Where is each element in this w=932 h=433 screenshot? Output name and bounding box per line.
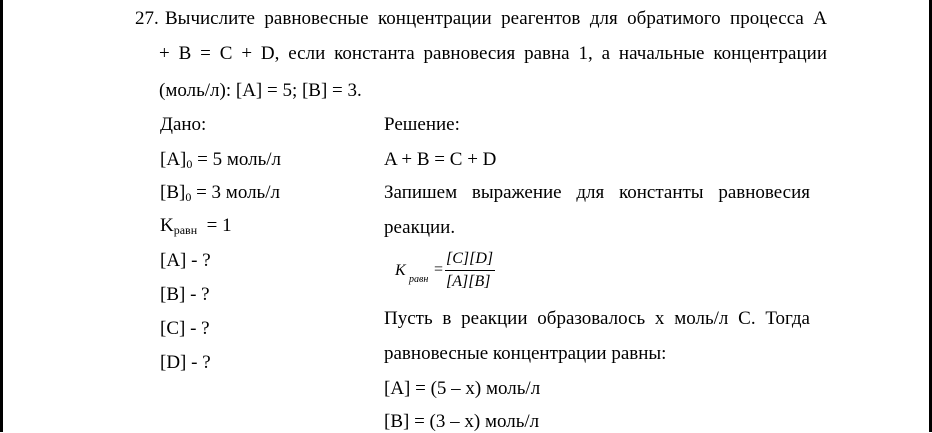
formula-numerator: [C][D]	[446, 250, 494, 267]
question-d: [D] - ?	[160, 352, 211, 373]
problem-line-3: (моль/л): [A] = 5; [B] = 3.	[159, 80, 362, 101]
given-a0	[160, 149, 281, 172]
question-b: [B] - ?	[160, 284, 210, 305]
problem-number: 27.	[135, 8, 159, 29]
given-a0-rest: = 5 моль/л	[192, 149, 282, 170]
formula-k-sub: равн	[409, 274, 429, 285]
given-b0-sub: 0	[185, 190, 192, 204]
given-a0-main: [A]	[160, 149, 187, 170]
given-a0-sub: 0	[186, 157, 193, 171]
solution-text-3: Пусть в реакции образовалось х моль/л С. Тогда	[384, 308, 810, 329]
question-a: [A] - ?	[160, 250, 211, 271]
given-k-main: K	[160, 215, 174, 236]
formula-k: K	[395, 262, 406, 279]
formula-denominator: [A][B]	[446, 273, 491, 290]
given-b0-main: [B]	[160, 182, 186, 203]
given-k-sub: равн	[173, 223, 198, 237]
question-c: [C] - ?	[160, 318, 210, 339]
solution-text-2: реакции.	[384, 217, 456, 238]
given-b0	[160, 182, 280, 205]
equilibrium-a: [A] = (5 – x) моль/л	[384, 378, 541, 399]
given-b0-rest: = 3 моль/л	[191, 182, 280, 203]
given-k-rest: = 1	[197, 215, 232, 236]
solution-text-1: Запишем выражение для константы равновесия	[384, 182, 810, 203]
problem-line-2: + В = С + D, если константа равновесия равна 1, а начальные концентрации	[159, 43, 827, 64]
solution-heading: Решение:	[384, 114, 460, 135]
solution-text-4: равновесные концентрации равны:	[384, 343, 667, 364]
given-heading: Дано:	[160, 114, 207, 135]
reaction-equation: A + B = C + D	[384, 149, 497, 170]
problem-line-1: Вычислите равновесные концентрации реагентов для обратимого процесса А	[165, 8, 827, 29]
fraction-bar	[445, 270, 495, 271]
page-border-left	[0, 0, 3, 432]
equilibrium-b: [B] = (3 – x) моль/л	[384, 411, 540, 432]
given-k	[160, 215, 232, 238]
formula-equals: =	[434, 261, 444, 278]
